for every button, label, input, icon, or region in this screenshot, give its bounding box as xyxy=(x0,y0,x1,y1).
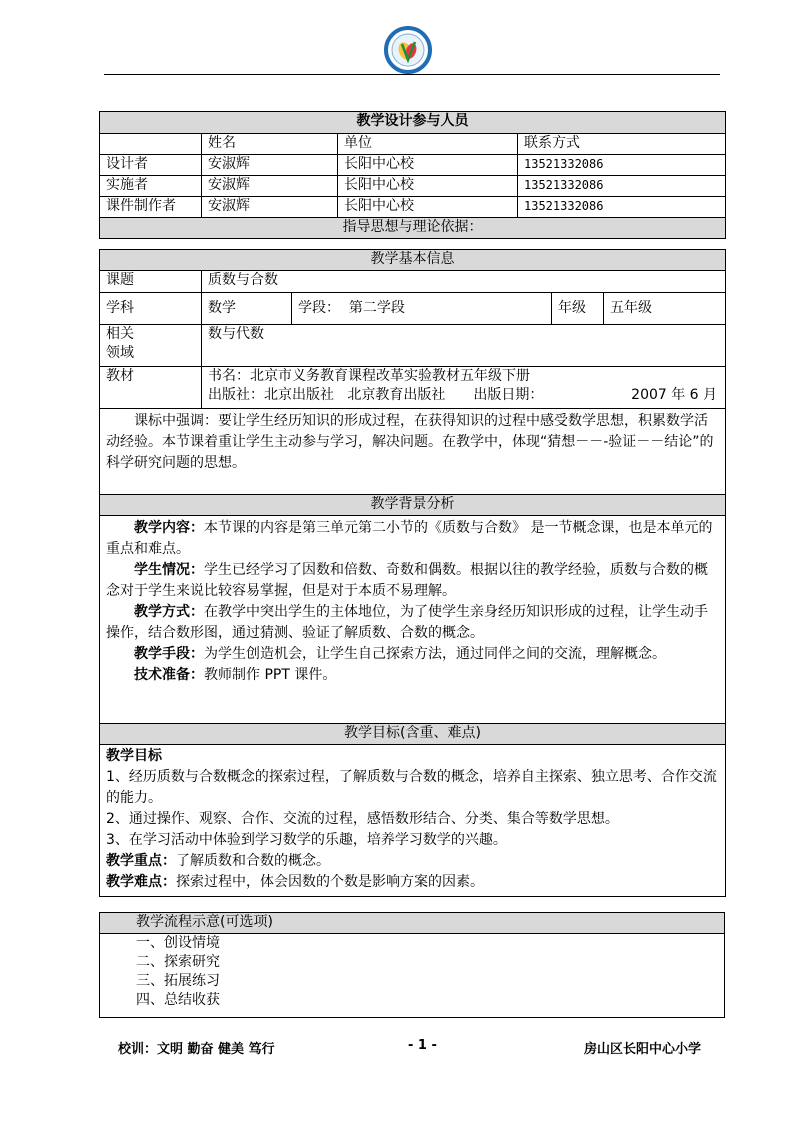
background-item-text: 为学生创造机会，让学生自己探索方法，通过同伴之间的交流，理解概念。 xyxy=(204,646,666,662)
objectives-heading: 教学目标 xyxy=(106,748,162,764)
publish-date-label: 出版日期： xyxy=(473,387,544,403)
flow-step: 一、创设情境 xyxy=(136,935,220,951)
goal-item: 2、通过操作、观察、合作、交流的过程，感悟数形结合、分类、集合等数学思想。 xyxy=(106,811,619,827)
participants-table xyxy=(99,111,726,239)
participants-title: 教学设计参与人员 xyxy=(100,112,726,134)
guidance-text: 课标中强调：要让学生经历知识的形成过程，在获得知识的过程中感受数学思想，积累数学活动经验。本节课着重让学生主动参与学习，解决问题。在教学中，体现“猜想－－-验证－－结论”的科学研究问题的思想。 xyxy=(106,413,714,471)
background-item-text: 学生已经学习了因数和倍数、奇数和偶数。根据以往的教学经验，质数与合数的概念对于学生来说比较容易掌握，但是对于本质不易理解。 xyxy=(106,562,708,599)
main-table xyxy=(99,249,726,897)
phone-cell: 13521332086 xyxy=(518,197,726,218)
topic-value: 质数与合数 xyxy=(202,271,726,293)
phone-cell: 13521332086 xyxy=(518,176,726,197)
stage-label: 学段： xyxy=(298,300,340,316)
key-point xyxy=(106,851,719,872)
table-row xyxy=(100,155,726,176)
publisher-row xyxy=(208,386,719,405)
background-item xyxy=(106,665,719,686)
background-item-label: 技术准备： xyxy=(134,667,204,683)
textbook-value xyxy=(202,367,726,409)
background-item-text: 在教学中突出学生的主体地位，为了使学生亲身经历知识形成的过程，让学生动手操作，结合数形图，通过猜测、验证了解质数、合数的概念。 xyxy=(106,604,708,641)
difficulty-point xyxy=(106,872,719,893)
name-cell: 安淑辉 xyxy=(202,176,338,197)
field-label-line2: 领域 xyxy=(106,345,134,361)
key-label: 教学重点： xyxy=(106,853,176,869)
grade-label: 年级 xyxy=(552,293,604,325)
table-row xyxy=(100,176,726,197)
flow-steps-cell xyxy=(100,934,725,1018)
subject-value: 数学 xyxy=(202,293,292,325)
grade-value: 五年级 xyxy=(604,293,726,325)
name-cell: 安淑辉 xyxy=(202,197,338,218)
background-title: 教学背景分析 xyxy=(100,495,726,516)
header-name: 姓名 xyxy=(202,134,338,155)
table-row xyxy=(100,197,726,218)
key-text: 了解质数和合数的概念。 xyxy=(176,853,330,869)
goal-item: 3、在学习活动中体验到学习数学的乐趣，培养学习数学的兴趣。 xyxy=(106,832,507,848)
flow-step: 三、拓展练习 xyxy=(136,973,220,989)
role-cell: 课件制作者 xyxy=(100,197,202,218)
subject-label: 学科 xyxy=(100,293,202,325)
publisher-line: 出版社：北京出版社 北京教育出版社 xyxy=(208,387,446,403)
header-empty xyxy=(100,134,202,155)
header-unit: 单位 xyxy=(338,134,518,155)
background-cell xyxy=(100,516,726,724)
header-contact: 联系方式 xyxy=(518,134,726,155)
background-item xyxy=(106,602,719,644)
background-item-label: 学生情况： xyxy=(134,562,204,578)
stage-cell xyxy=(292,293,552,325)
field-label-line1: 相关 xyxy=(106,326,134,342)
background-item xyxy=(106,518,719,560)
background-item-label: 教学手段： xyxy=(134,646,204,662)
background-item xyxy=(106,560,719,602)
school-logo xyxy=(384,26,432,74)
background-item-label: 教学方式： xyxy=(134,604,204,620)
topic-label: 课题 xyxy=(100,271,202,293)
field-label xyxy=(100,325,202,367)
objectives-cell xyxy=(100,745,726,897)
basic-info-title: 教学基本信息 xyxy=(100,250,726,271)
unit-cell: 长阳中心校 xyxy=(338,197,518,218)
guidance-text-cell xyxy=(100,409,726,495)
header-rule xyxy=(104,74,720,75)
flow-step: 四、总结收获 xyxy=(136,992,220,1008)
stage-value: 第二学段 xyxy=(348,300,405,316)
flow-step: 二、探索研究 xyxy=(136,954,220,970)
background-item xyxy=(106,644,719,665)
phone-cell: 13521332086 xyxy=(518,155,726,176)
difficulty-label: 教学难点： xyxy=(106,874,176,890)
footer-school: 房山区长阳中心小学 xyxy=(584,1042,702,1057)
difficulty-text: 探索过程中，体会因数的个数是影响方案的因素。 xyxy=(176,874,484,890)
goal-item: 1、经历质数与合数概念的探索过程，了解质数与合数的概念，培养自主探索、独立思考、合作交流的能力。 xyxy=(106,769,717,806)
objectives-title: 教学目标(含重、难点) xyxy=(100,724,726,745)
role-cell: 设计者 xyxy=(100,155,202,176)
background-item-text: 本节课的内容是第三单元第二小节的《质数与合数》 是一节概念课，也是本单元的重点和难点。 xyxy=(106,520,713,557)
unit-cell: 长阳中心校 xyxy=(338,155,518,176)
flow-title: 教学流程示意(可选项) xyxy=(100,913,725,934)
guidance-title: 指导思想与理论依据： xyxy=(100,218,726,239)
unit-cell: 长阳中心校 xyxy=(338,176,518,197)
flow-table xyxy=(99,912,725,1018)
textbook-label: 教材 xyxy=(100,367,202,409)
footer-motto: 校训：文明 勤奋 健美 笃行 xyxy=(118,1042,275,1057)
background-item-text: 教师制作 PPT 课件。 xyxy=(204,667,337,683)
publish-date-value: 2007 年 6 月 xyxy=(631,387,718,403)
role-cell: 实施者 xyxy=(100,176,202,197)
footer-page-number: - 1 - xyxy=(408,1038,437,1053)
field-value: 数与代数 xyxy=(202,325,726,367)
book-line: 书名：北京市义务教育课程改革实验教材五年级下册 xyxy=(208,368,530,384)
name-cell: 安淑辉 xyxy=(202,155,338,176)
background-item-label: 教学内容： xyxy=(134,520,204,536)
